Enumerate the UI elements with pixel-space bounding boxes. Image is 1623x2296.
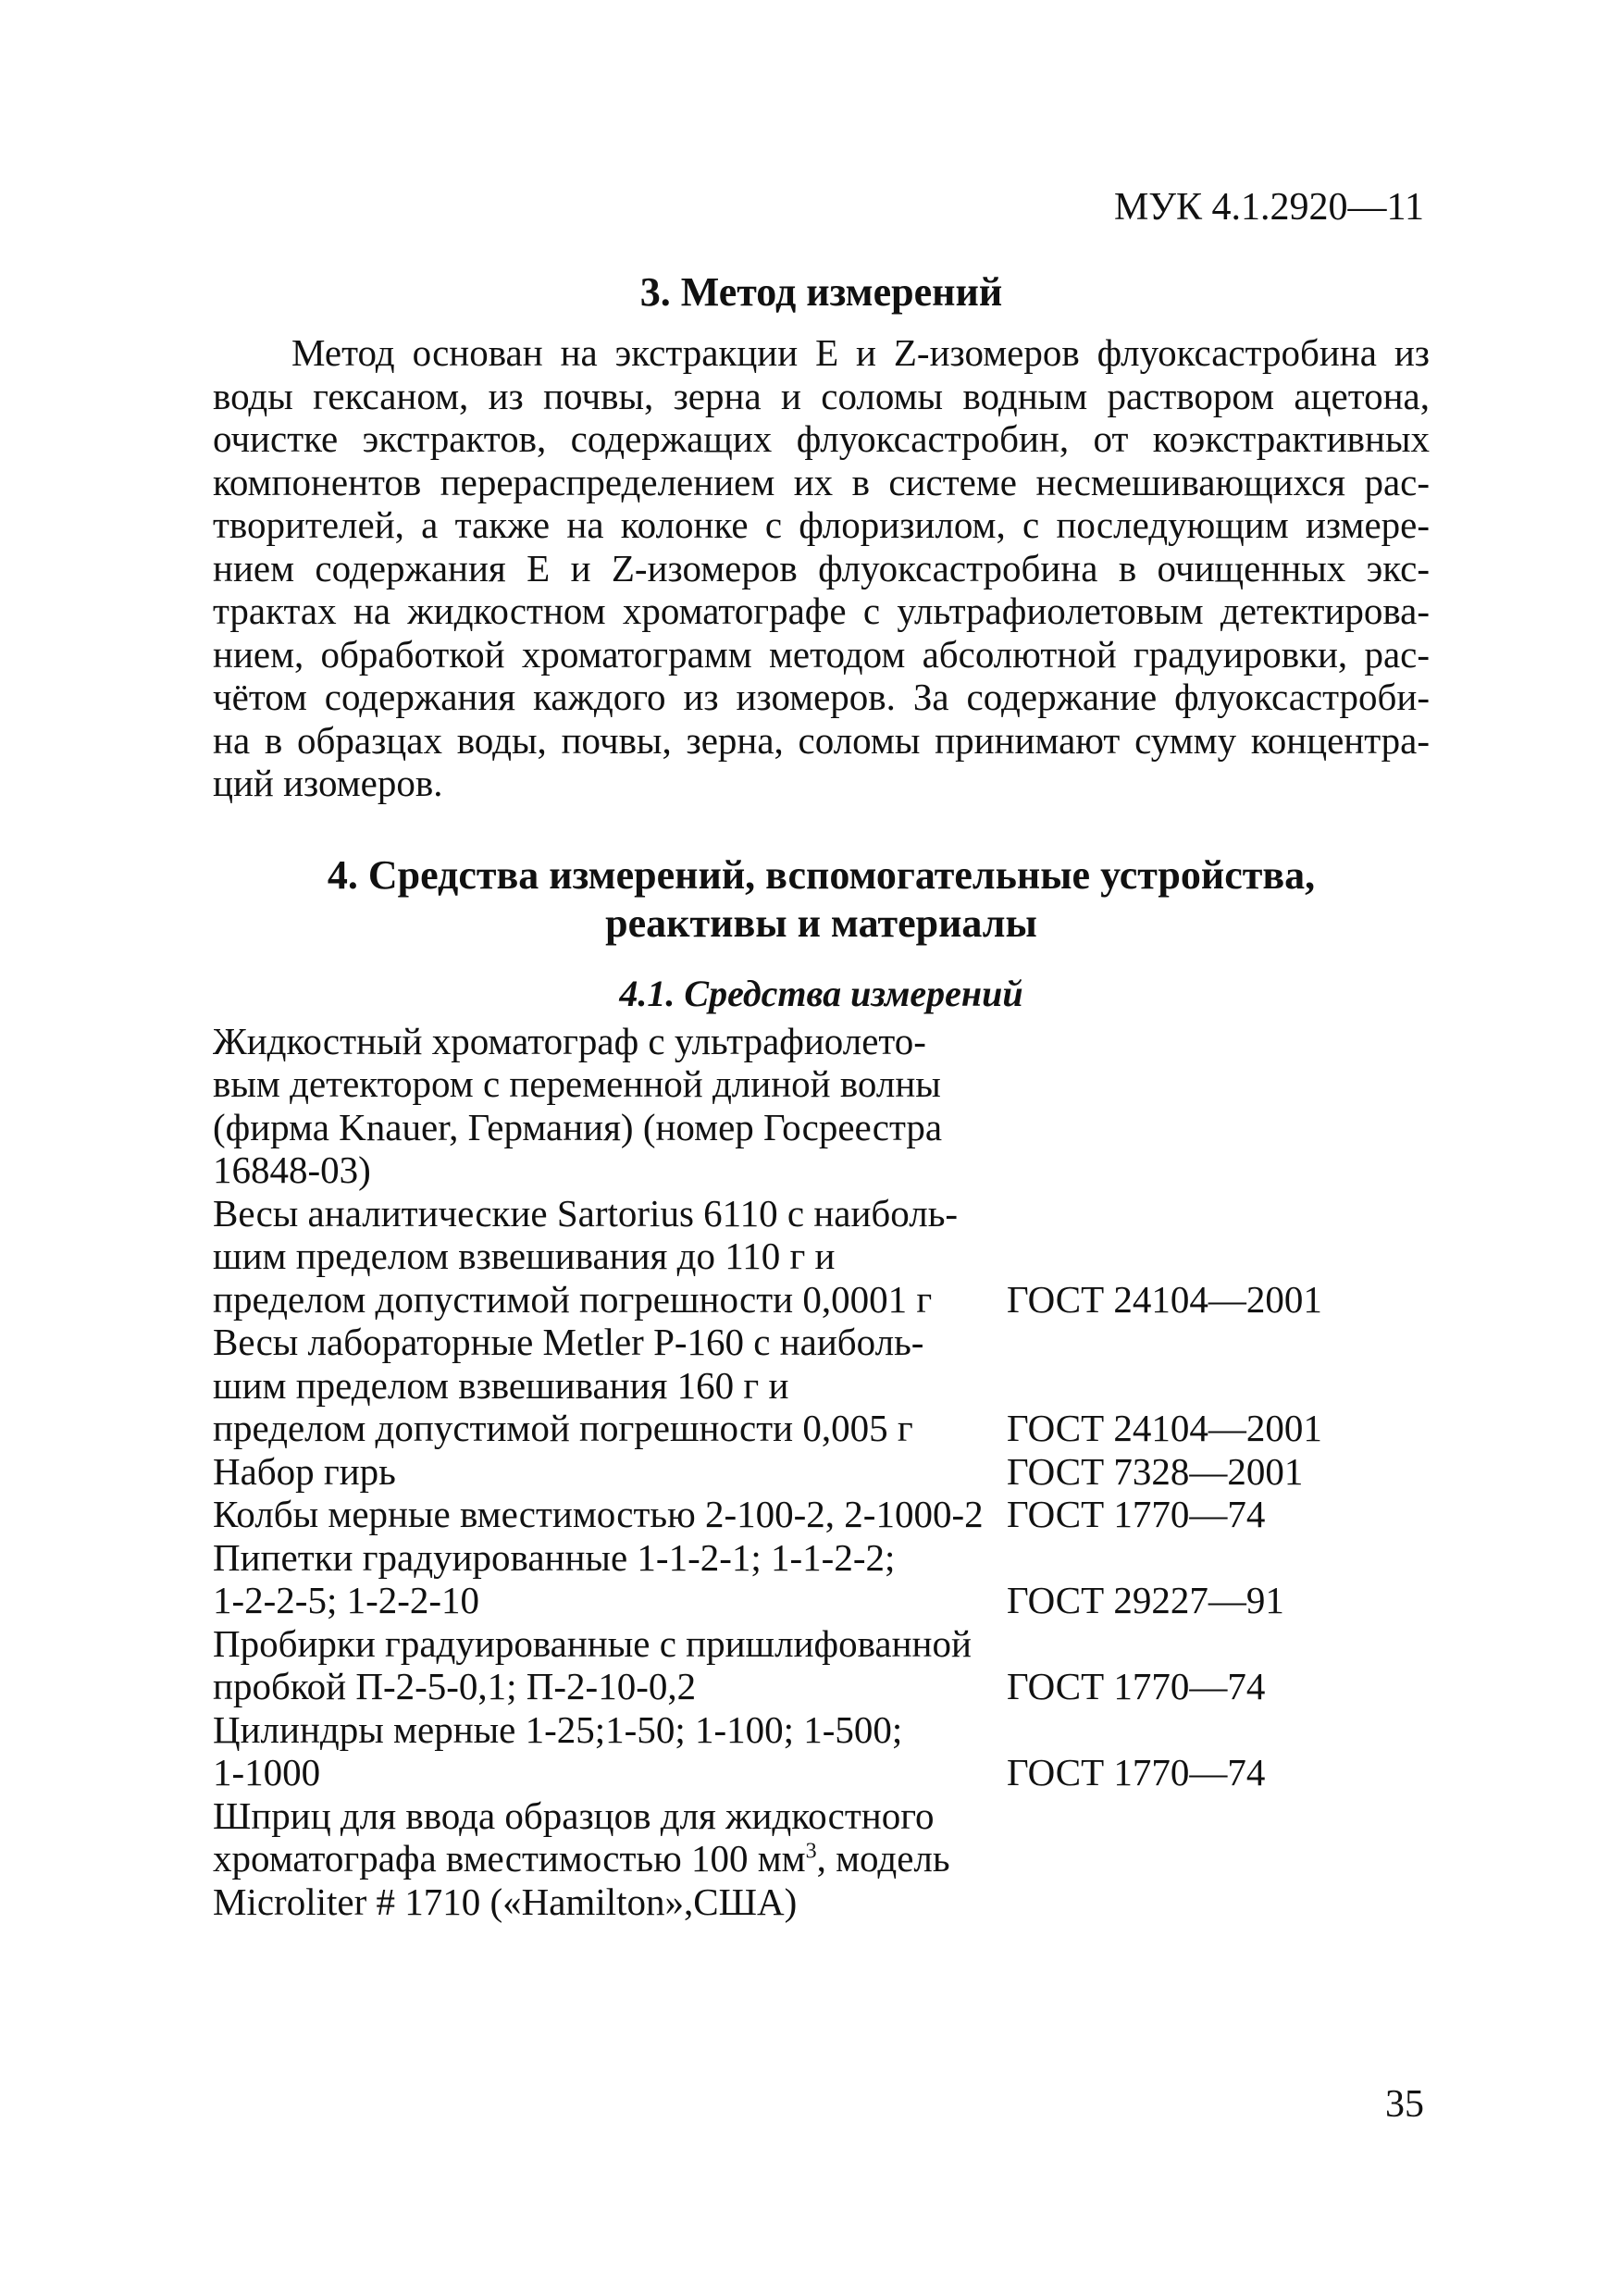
equipment-name: пробкой П-2-5-0,1; П-2-10-0,2 [213, 1665, 697, 1707]
section-4-heading-line-2: реактивы и материалы [605, 900, 1037, 946]
paragraph-line: компонентов перераспределением их в системе несмешивающихся рас- [213, 460, 1430, 503]
equipment-name: шим пределом взвешивания 160 г и [213, 1363, 789, 1407]
paragraph-line: нием содержания E и Z-изомеров флуоксастробина в очищенных экс- [213, 546, 1430, 590]
paragraph-line: Метод основан на экстракции E и Z-изомеров флуоксастробина из [291, 331, 1430, 374]
equipment-name: Microliter # 1710 («Hamilton»,США) [213, 1880, 798, 1923]
equipment-row [213, 1062, 1430, 1106]
equipment-row [213, 1665, 1430, 1708]
subsection-4-1-heading: 4.1. Средства измерений [619, 972, 1023, 1014]
equipment-name: Пипетки градуированные 1-1-2-1; 1-1-2-2; [213, 1535, 896, 1579]
page-number: 35 [1385, 2083, 1424, 2126]
equipment-standard: ГОСТ 7328—2001 [1007, 1449, 1304, 1493]
equipment-standard: ГОСТ 1770—74 [1007, 1665, 1266, 1707]
paragraph-line: чётом содержания каждого из изомеров. За содержание флуоксастроби- [213, 676, 1430, 718]
paragraph-line: на в образцах воды, почвы, зерна, соломы принимают сумму концентра- [213, 718, 1430, 762]
equipment-row [213, 1192, 1430, 1235]
equipment-standard: ГОСТ 29227—91 [1007, 1579, 1284, 1621]
equipment-row [213, 1536, 1430, 1580]
paragraph-line: очистке экстрактов, содержащих флуоксастробин, от коэкстрактивных [213, 417, 1430, 460]
section-4-heading [213, 851, 1430, 948]
equipment-name: Весы аналитические Sartorius 6110 с наиболь- [213, 1191, 959, 1235]
section-4-heading-line-1: 4. Средства измерений, вспомогательные устройства, [327, 851, 1316, 898]
paragraph-line: нием, обработкой хроматограмм методом абсолютной градуировки, рас- [213, 632, 1430, 676]
equipment-row [213, 1321, 1430, 1364]
equipment-standard: ГОСТ 1770—74 [1007, 1493, 1266, 1535]
equipment-row [213, 1751, 1430, 1794]
equipment-standard: ГОСТ 24104—2001 [1007, 1407, 1322, 1449]
equipment-row [213, 1837, 1430, 1880]
paragraph-line: трактах на жидкостном хроматографе с ультрафиолетовым детектирова- [213, 590, 1430, 632]
equipment-name: пределом допустимой погрешности 0,005 г [213, 1407, 913, 1449]
equipment-name: пределом допустимой погрешности 0,0001 г [213, 1277, 933, 1321]
section-3-paragraph [213, 331, 1430, 805]
section-3-heading: 3. Метод измерений [639, 269, 1003, 315]
equipment-name [213, 1837, 1007, 1880]
equipment-row [213, 1020, 1430, 1063]
superscript-3: 3 [805, 1839, 817, 1864]
equipment-row [213, 1407, 1430, 1450]
equipment-standard: ГОСТ 24104—2001 [1007, 1277, 1322, 1321]
equipment-list [213, 1020, 1430, 1924]
equipment-standard: ГОСТ 1770—74 [1007, 1751, 1266, 1793]
equipment-row [213, 1794, 1430, 1838]
equipment-row [213, 1493, 1430, 1536]
syringe-text-tail: , модель [816, 1837, 950, 1880]
equipment-row [213, 1364, 1430, 1408]
document-code: МУК 4.1.2920—11 [1113, 186, 1424, 229]
equipment-name: 1-2-2-5; 1-2-2-10 [213, 1579, 480, 1621]
paragraph-line: ций изомеров. [213, 762, 443, 804]
syringe-text: хроматографа вместимостью 100 мм [213, 1837, 806, 1880]
equipment-name: 1-1000 [213, 1751, 321, 1793]
equipment-row [213, 1622, 1430, 1666]
equipment-name: (фирма Knauer, Германия) (номер Госреестра [213, 1105, 943, 1148]
equipment-name: Набор гирь [213, 1449, 396, 1493]
equipment-row [213, 1880, 1430, 1924]
paragraph-line: творителей, а также на колонке с флоризилом, с последующим измере- [213, 503, 1430, 546]
equipment-name: Цилиндры мерные 1-25;1-50; 1-100; 1-500; [213, 1707, 903, 1751]
equipment-name: 16848-03) [213, 1148, 371, 1191]
equipment-row [213, 1278, 1430, 1322]
equipment-row [213, 1708, 1430, 1752]
equipment-name: Пробирки градуированные с пришлифованной [213, 1621, 972, 1665]
equipment-row [213, 1148, 1430, 1192]
equipment-row [213, 1235, 1430, 1278]
equipment-row [213, 1106, 1430, 1149]
equipment-name: Весы лабораторные Metler P-160 с наиболь- [213, 1321, 924, 1363]
page-content [213, 268, 1430, 1923]
equipment-name: вым детектором с переменной длиной волны [213, 1062, 941, 1105]
equipment-row [213, 1579, 1430, 1622]
equipment-name: Жидкостный хроматограф с ультрафиолето- [213, 1019, 926, 1062]
equipment-name: Колбы мерные вместимостью 2-100-2, 2-1000-2 [213, 1493, 984, 1535]
equipment-row [213, 1450, 1430, 1494]
equipment-name: Шприц для ввода образцов для жидкостного [213, 1793, 935, 1837]
paragraph-line: воды гексаном, из почвы, зерна и соломы водным раствором ацетона, [213, 374, 1430, 417]
equipment-name: шим пределом взвешивания до 110 г и [213, 1235, 836, 1277]
